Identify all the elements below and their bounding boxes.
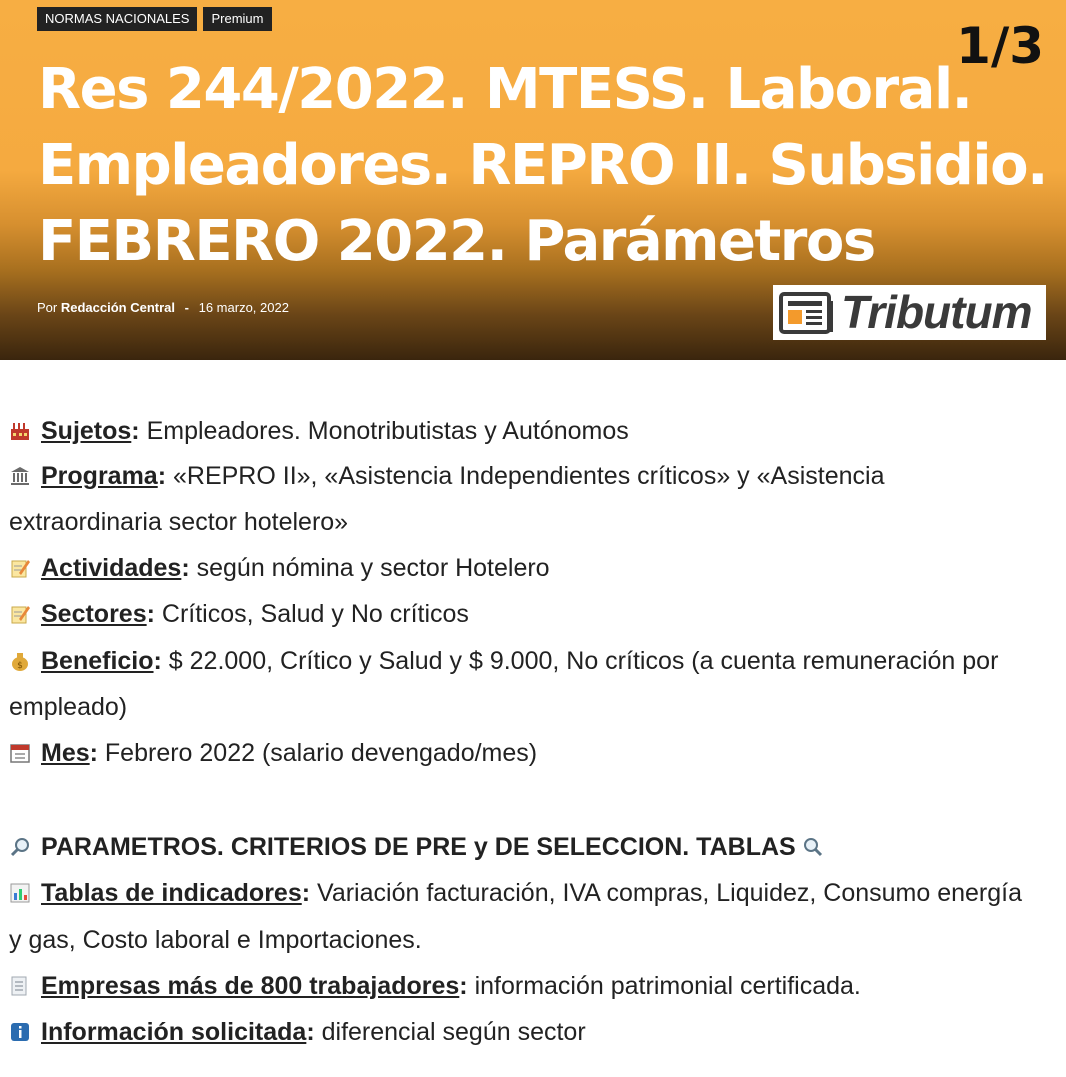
byline: [37, 300, 289, 315]
item-text: $ 22.000, Crítico y Salud y $ 9.000, No críticos (a cuenta remuneración por: [161, 647, 999, 675]
list-item-empresas: Empresas más de 800 trabajadores: información patrimonial certificada.: [9, 971, 861, 1001]
calendar-icon: [9, 742, 31, 764]
title-line: Res 244/2022. MTESS. Laboral.: [38, 57, 972, 122]
item-text: diferencial según sector: [314, 1018, 586, 1046]
list-item-informacion: Información solicitada: diferencial según sector: [9, 1017, 586, 1047]
item-label[interactable]: Sujetos: [41, 417, 132, 445]
item-label[interactable]: Sectores: [41, 600, 147, 628]
document-icon: [9, 975, 31, 997]
money-bag-icon: [9, 650, 31, 672]
list-item-mes: Mes: Febrero 2022 (salario devengado/mes): [9, 738, 537, 768]
title-line: Empleadores. REPRO II. Subsidio.: [38, 133, 1047, 198]
category-badge[interactable]: NORMAS NACIONALES: [37, 7, 197, 31]
item-label[interactable]: Actividades: [41, 554, 182, 582]
item-text: según nómina y sector Hotelero: [189, 554, 550, 582]
item-label[interactable]: Empresas más de 800 trabajadores: [41, 972, 460, 1000]
item-text: Febrero 2022 (salario devengado/mes): [97, 739, 538, 767]
item-text: Críticos, Salud y No críticos: [154, 600, 469, 628]
information-icon: [9, 1021, 31, 1043]
item-text: Variación facturación, IVA compras, Liquidez, Consumo energía: [310, 879, 1023, 907]
magnifier-right-icon: [802, 836, 824, 858]
list-item-beneficio: $ Beneficio: $ 22.000, Crítico y Salud y $ 9.000, No críticos (a cuenta remuneración por: [9, 646, 998, 676]
bank-icon: [9, 465, 31, 487]
title-line: FEBRERO 2022. Parámetros: [38, 209, 875, 274]
article-title: [38, 52, 1066, 280]
bar-chart-icon: [9, 882, 31, 904]
category-badges: [37, 7, 272, 31]
svg-text:$: $: [17, 661, 23, 671]
item-label[interactable]: Información solicitada: [41, 1018, 307, 1046]
publish-date: 16 marzo, 2022: [198, 300, 289, 315]
list-item-actividades: Actividades: según nómina y sector Hotelero: [9, 553, 550, 583]
logo-text: Tributum: [841, 286, 1032, 338]
magnifier-left-icon: [9, 836, 31, 858]
premium-badge[interactable]: Premium: [203, 7, 271, 31]
list-item-programa: Programa: «REPRO II», «Asistencia Independientes críticos» y «Asistencia: [9, 461, 884, 491]
memo-icon: [9, 557, 31, 579]
page-indicator: 1/3: [956, 17, 1044, 75]
list-item-tablas: Tablas de indicadores: Variación facturación, IVA compras, Liquidez, Consumo energía: [9, 878, 1022, 908]
section-heading: PARAMETROS. CRITERIOS DE PRE y DE SELECCION. TABLAS: [41, 833, 796, 861]
article-hero: [0, 0, 1066, 360]
list-item-continuation: extraordinaria sector hotelero»: [9, 508, 349, 536]
memo-icon: [9, 603, 31, 625]
list-item-continuation: empleado): [9, 693, 128, 721]
item-label[interactable]: Tablas de indicadores: [41, 879, 302, 907]
list-item-sujetos: Sujetos: Empleadores. Monotributistas y Autónomos: [9, 416, 629, 446]
byline-separator: -: [184, 300, 189, 315]
item-text: «REPRO II», «Asistencia Independientes críticos» y «Asistencia: [166, 462, 885, 490]
factory-icon: [9, 420, 31, 442]
item-label[interactable]: Beneficio: [41, 647, 154, 675]
byline-prefix: Por: [37, 300, 58, 315]
newspaper-icon: [779, 291, 835, 335]
list-item-continuation: y gas, Costo laboral e Importaciones.: [9, 926, 422, 954]
item-label[interactable]: Mes: [41, 739, 90, 767]
author-link[interactable]: Redacción Central: [60, 300, 176, 315]
parametros-heading: [9, 832, 824, 862]
item-text: información patrimonial certificada.: [467, 972, 861, 1000]
item-text: Empleadores. Monotributistas y Autónomos: [139, 417, 629, 445]
tributum-logo: [773, 285, 1046, 340]
list-item-sectores: Sectores: Críticos, Salud y No críticos: [9, 599, 469, 629]
item-label[interactable]: Programa: [41, 462, 158, 490]
